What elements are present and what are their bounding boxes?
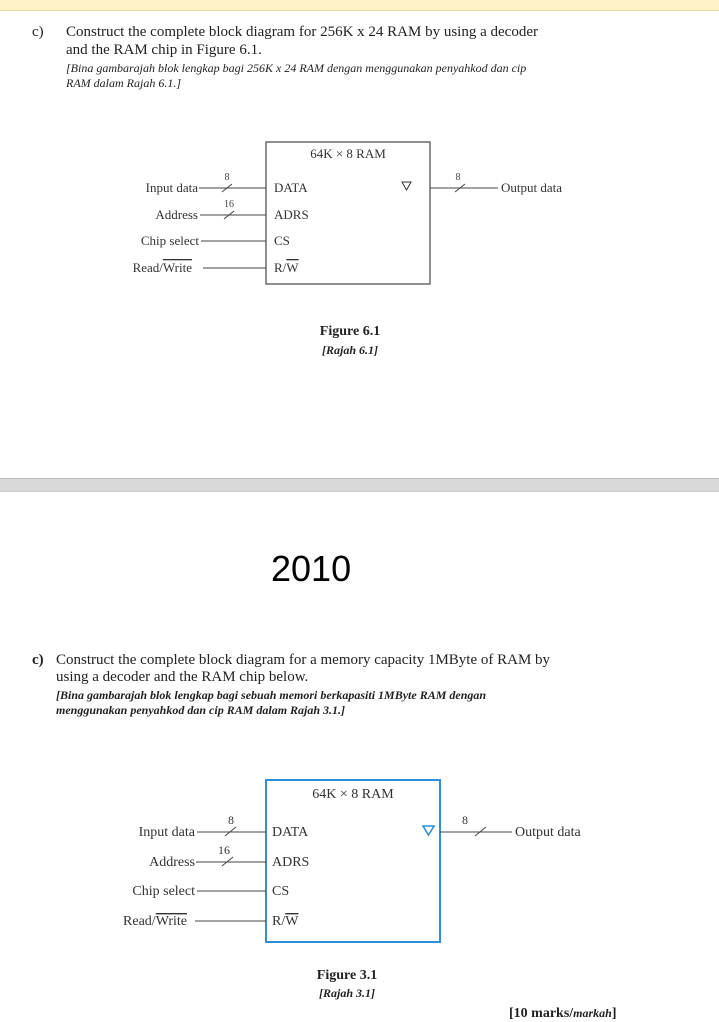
translation-1-line-2: RAM dalam Rajah 6.1.] [66, 76, 181, 90]
question-2-line-2: using a decoder and the RAM chip below. [56, 669, 309, 685]
figure-6-1-caption-malay: [Rajah 6.1] [321, 343, 378, 357]
input-data-label: Input data [145, 180, 198, 195]
read-write-label-read: Read/ [132, 260, 163, 275]
translation-1-line-1: [Bina gambarajah blok lengkap bagi 256K x 24 RAM dengan menggunakan penyahkod dan cip [66, 61, 527, 75]
pin-rw-2-r: R/ [272, 914, 286, 929]
year-heading: 2010 [271, 548, 352, 589]
output-data-label: Output data [501, 180, 563, 195]
chip-title: 64K × 8 RAM [310, 146, 386, 161]
pin-rw-2-w: W [285, 914, 299, 929]
chip-title-2: 64K × 8 RAM [312, 787, 394, 802]
address-width: 16 [224, 199, 234, 210]
address-width-2: 16 [218, 843, 230, 857]
pin-rw-2 [272, 914, 299, 929]
question-1-line-1: Construct the complete block diagram for 256K x 24 RAM by using a decoder [66, 24, 538, 40]
figure-3-1-caption: Figure 3.1 [316, 968, 378, 983]
question-letter-1: c) [32, 24, 44, 40]
pin-rw-r: R/ [274, 260, 287, 275]
marks-close: ] [611, 1006, 617, 1021]
read-write-label-2 [123, 914, 187, 929]
data-out-width-2: 8 [462, 813, 468, 827]
address-label: Address [155, 207, 198, 222]
translation-2-line-1: [Bina gambarajah blok lengkap bagi sebuah memori berkapasiti 1MByte RAM dengan [56, 688, 487, 702]
question-1-line-2: and the RAM chip in Figure 6.1. [66, 42, 262, 58]
data-in-width-2: 8 [228, 813, 234, 827]
figure-3-1-caption-malay: [Rajah 3.1] [318, 986, 375, 1000]
read-write-label-2-read: Read/ [123, 914, 156, 929]
pin-rw-w: W [286, 260, 299, 275]
question-2-line-1: Construct the complete block diagram for a memory capacity 1MByte of RAM by [56, 652, 551, 668]
pin-adrs: ADRS [274, 207, 309, 222]
chip-select-label-2: Chip select [132, 884, 195, 899]
question-letter-2: c) [32, 652, 44, 668]
pin-data: DATA [274, 180, 308, 195]
read-write-label-write: Write [162, 260, 192, 275]
pin-cs: CS [274, 233, 290, 248]
chip-select-label: Chip select [140, 233, 199, 248]
figure-6-1-caption: Figure 6.1 [319, 324, 381, 339]
marks-text: [10 marks/ [509, 1006, 574, 1021]
address-label-2: Address [149, 855, 195, 870]
data-out-width: 8 [455, 172, 461, 183]
pin-cs-2: CS [272, 884, 290, 899]
marks-malay: markah [573, 1006, 612, 1020]
pin-adrs-2: ADRS [272, 855, 310, 870]
output-data-label-2: Output data [515, 825, 581, 840]
read-write-label-2-write: Write [155, 914, 187, 929]
translation-2-line-2: menggunakan penyahkod dan cip RAM dalam Rajah 3.1.] [56, 703, 346, 717]
input-data-label-2: Input data [138, 825, 195, 840]
tristate-triangle-icon-2 [423, 826, 434, 835]
pin-data-2: DATA [272, 825, 309, 840]
data-in-width: 8 [224, 172, 230, 183]
